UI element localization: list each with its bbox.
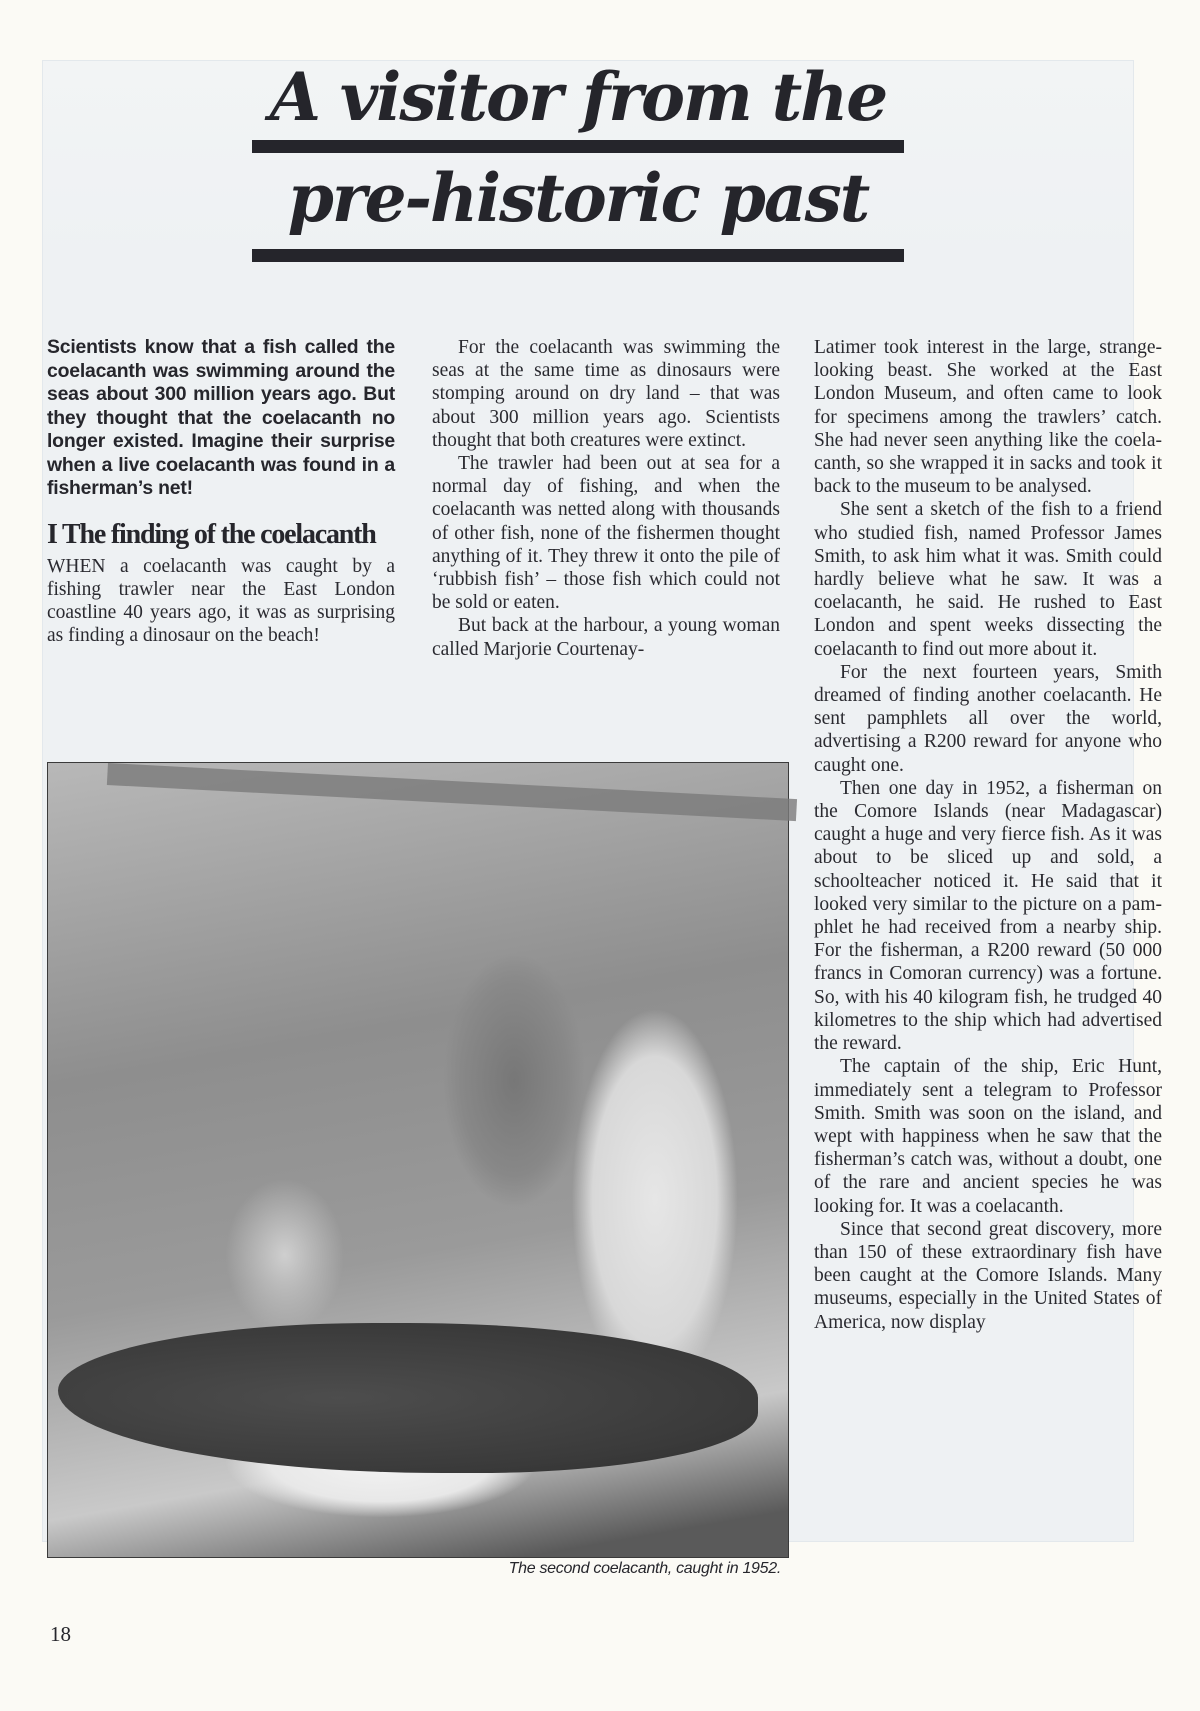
body-paragraph: The captain of the ship, Eric Hunt, immediately sent a telegram to Professor Smith. Smith was soon on the island, and wept with happiness when he saw that the fisherman’s catch was, without a doubt, one of the rare and ancient species he was looking for. It was a coelacanth. xyxy=(814,1056,1162,1217)
body-paragraph: But back at the harbour, a young woman called Marjorie Courtenay- xyxy=(432,615,780,660)
photo-coelacanth-fish xyxy=(58,1323,758,1473)
article-title-block xyxy=(248,58,908,268)
body-paragraph: She sent a sketch of the fish to a friend who studied fish, named Professor James Smith, to ask him what it was. Smith could hardly believe what he saw. It was a coelacanth, he said. He rushed to East London and spent weeks dissecting the coelacanth to find out more about it. xyxy=(814,499,1162,660)
body-paragraph: The trawler had been out at sea for a normal day of fishing, and when the coelacanth was netted along with thousands of other fish, none of the fishermen thought anything of it. They threw it onto the pile of ‘rubbish fish’ – those fish which could not be sold or eaten. xyxy=(432,453,780,614)
coelacanth-photo xyxy=(47,762,789,1558)
body-paragraph: For the next fourteen years, Smith dreamed of finding another coelacanth. He sent pamphlets all over the world, advertising a R200 reward for anyone who caught one. xyxy=(814,661,1162,776)
title-line-1: A visitor from the xyxy=(269,58,887,136)
title-rule-top xyxy=(252,140,904,153)
page-number: 18 xyxy=(50,1622,71,1646)
photo-caption: The second coelacanth, caught in 1952. xyxy=(508,1560,781,1577)
body-paragraph: WHEN a coelacanth was caught by a fishing trawler near the East London coastline 40 years ago, it was as surprising as finding a dinosaur on the beach! xyxy=(47,555,395,647)
body-paragraph: For the coelacanth was swimming the seas at the same time as dinosaurs were stomping around on dry land – that was about 300 million years ago. Scientists thought that both creatures were extinct. xyxy=(432,337,780,451)
intro-paragraph: Scientists know that a fish called the coelacanth was swimming around the seas about 300 million years ago. But they thought that the coelacanth no longer existed. Imagine their surprise when a live coelacanth was found in a fisherman’s net! xyxy=(47,336,395,499)
column-1 xyxy=(47,336,395,647)
column-2 xyxy=(432,336,780,661)
body-paragraph: Since that second great discovery, more than 150 of these extraordinary fish have been caught at the Comore Islands. Many museums, especially in the United States of America, now display xyxy=(814,1218,1162,1333)
section-heading: I The finding of the coelacanth xyxy=(47,518,376,550)
body-paragraph: Latimer took interest in the large, strange-looking beast. She worked at the East London Museum, and often came to look for specimens among the trawlers’ catch. She had never seen anything like the coelacanth, so she wrapped it in sacks and took it back to the museum to be analysed. xyxy=(814,337,1162,498)
title-line-2: pre-historic past xyxy=(287,159,869,237)
column-3 xyxy=(814,336,1162,1334)
photo-ship-beam xyxy=(107,763,797,821)
body-paragraph: Then one day in 1952, a fisherman on the Comore Islands (near Madagascar) caught a huge and very fierce fish. As it was about to be sliced up and sold, a schoolteacher noticed it. He said that it looked very similar to the picture on a pamphlet he had received from a nearby ship. For the fisherman, a R200 reward (50 000 francs in Comoran currency) was a fortune. So, with his 40 kilogram fish, he trudged 40 kilometres to the ship which had advertised the reward. xyxy=(814,777,1162,1055)
title-rule-bottom xyxy=(252,249,904,262)
